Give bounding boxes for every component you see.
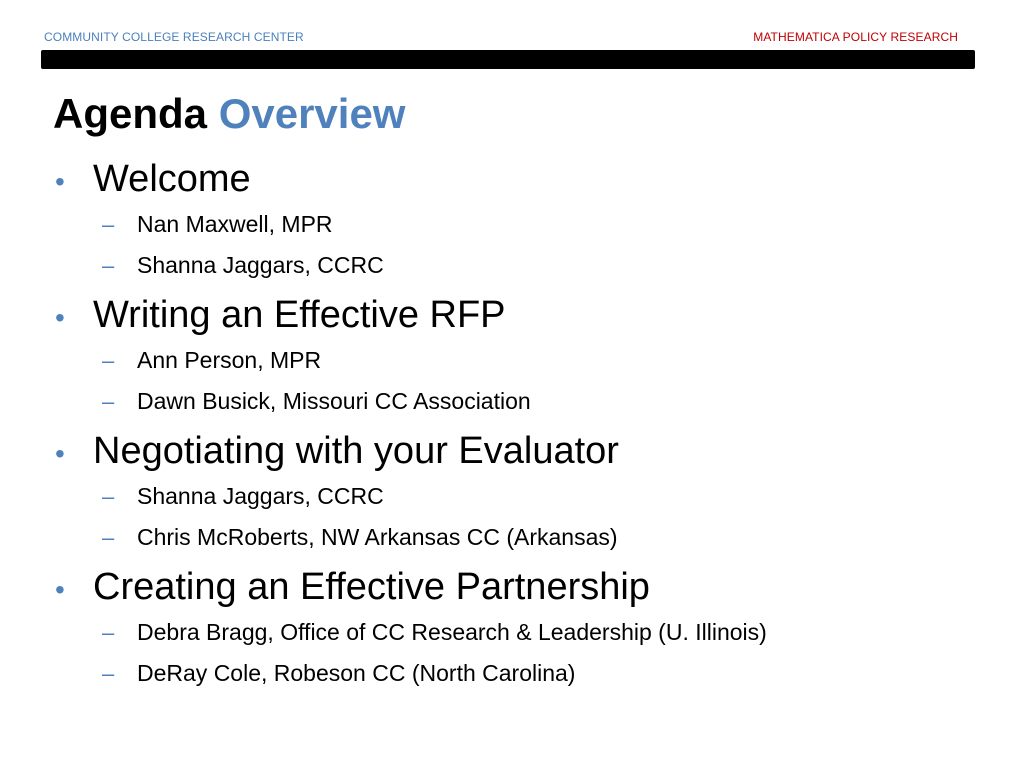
dash-icon: – [102, 620, 115, 645]
slide-title [53, 88, 405, 140]
speaker-item [53, 653, 993, 694]
agenda-item [53, 154, 993, 286]
speaker-item [53, 476, 993, 517]
dash-icon: – [102, 389, 115, 414]
bullet-icon: • [55, 166, 65, 197]
dash-icon: – [102, 525, 115, 550]
speaker-label: Shanna Jaggars, CCRC [137, 252, 384, 278]
header-left-org: COMMUNITY COLLEGE RESEARCH CENTER [44, 30, 304, 44]
agenda-item-label: Writing an Effective RFP [93, 294, 506, 336]
speaker-list [53, 340, 993, 422]
header-divider-bar [41, 50, 975, 69]
speaker-label: Shanna Jaggars, CCRC [137, 483, 384, 509]
speaker-list [53, 476, 993, 558]
speaker-item [53, 204, 993, 245]
agenda-item-label: Welcome [93, 158, 251, 200]
speaker-label: Ann Person, MPR [137, 347, 322, 373]
title-accent: Overview [218, 90, 406, 137]
bullet-icon: • [55, 438, 65, 469]
agenda-list [53, 154, 993, 698]
dash-icon: – [102, 212, 115, 237]
agenda-item-label: Negotiating with your Evaluator [93, 430, 619, 472]
speaker-label: Nan Maxwell, MPR [137, 211, 333, 237]
speaker-label: DeRay Cole, Robeson CC (North Carolina) [137, 660, 576, 686]
speaker-label: Dawn Busick, Missouri CC Association [137, 388, 531, 414]
dash-icon: – [102, 484, 115, 509]
dash-icon: – [102, 661, 115, 686]
speaker-item [53, 340, 993, 381]
bullet-icon: • [55, 574, 65, 605]
agenda-item-label: Creating an Effective Partnership [93, 566, 650, 608]
speaker-list [53, 204, 993, 286]
agenda-item [53, 290, 993, 422]
header-right-org: MATHEMATICA POLICY RESEARCH [753, 30, 958, 44]
speaker-list [53, 612, 993, 694]
title-main: Agenda [53, 90, 208, 137]
speaker-item [53, 517, 993, 558]
speaker-item [53, 612, 993, 653]
agenda-item [53, 426, 993, 558]
dash-icon: – [102, 253, 115, 278]
agenda-item [53, 562, 993, 694]
speaker-label: Chris McRoberts, NW Arkansas CC (Arkansas) [137, 524, 618, 550]
bullet-icon: • [55, 302, 65, 333]
speaker-item [53, 245, 993, 286]
dash-icon: – [102, 348, 115, 373]
speaker-item [53, 381, 993, 422]
speaker-label: Debra Bragg, Office of CC Research & Leadership (U. Illinois) [137, 619, 767, 645]
